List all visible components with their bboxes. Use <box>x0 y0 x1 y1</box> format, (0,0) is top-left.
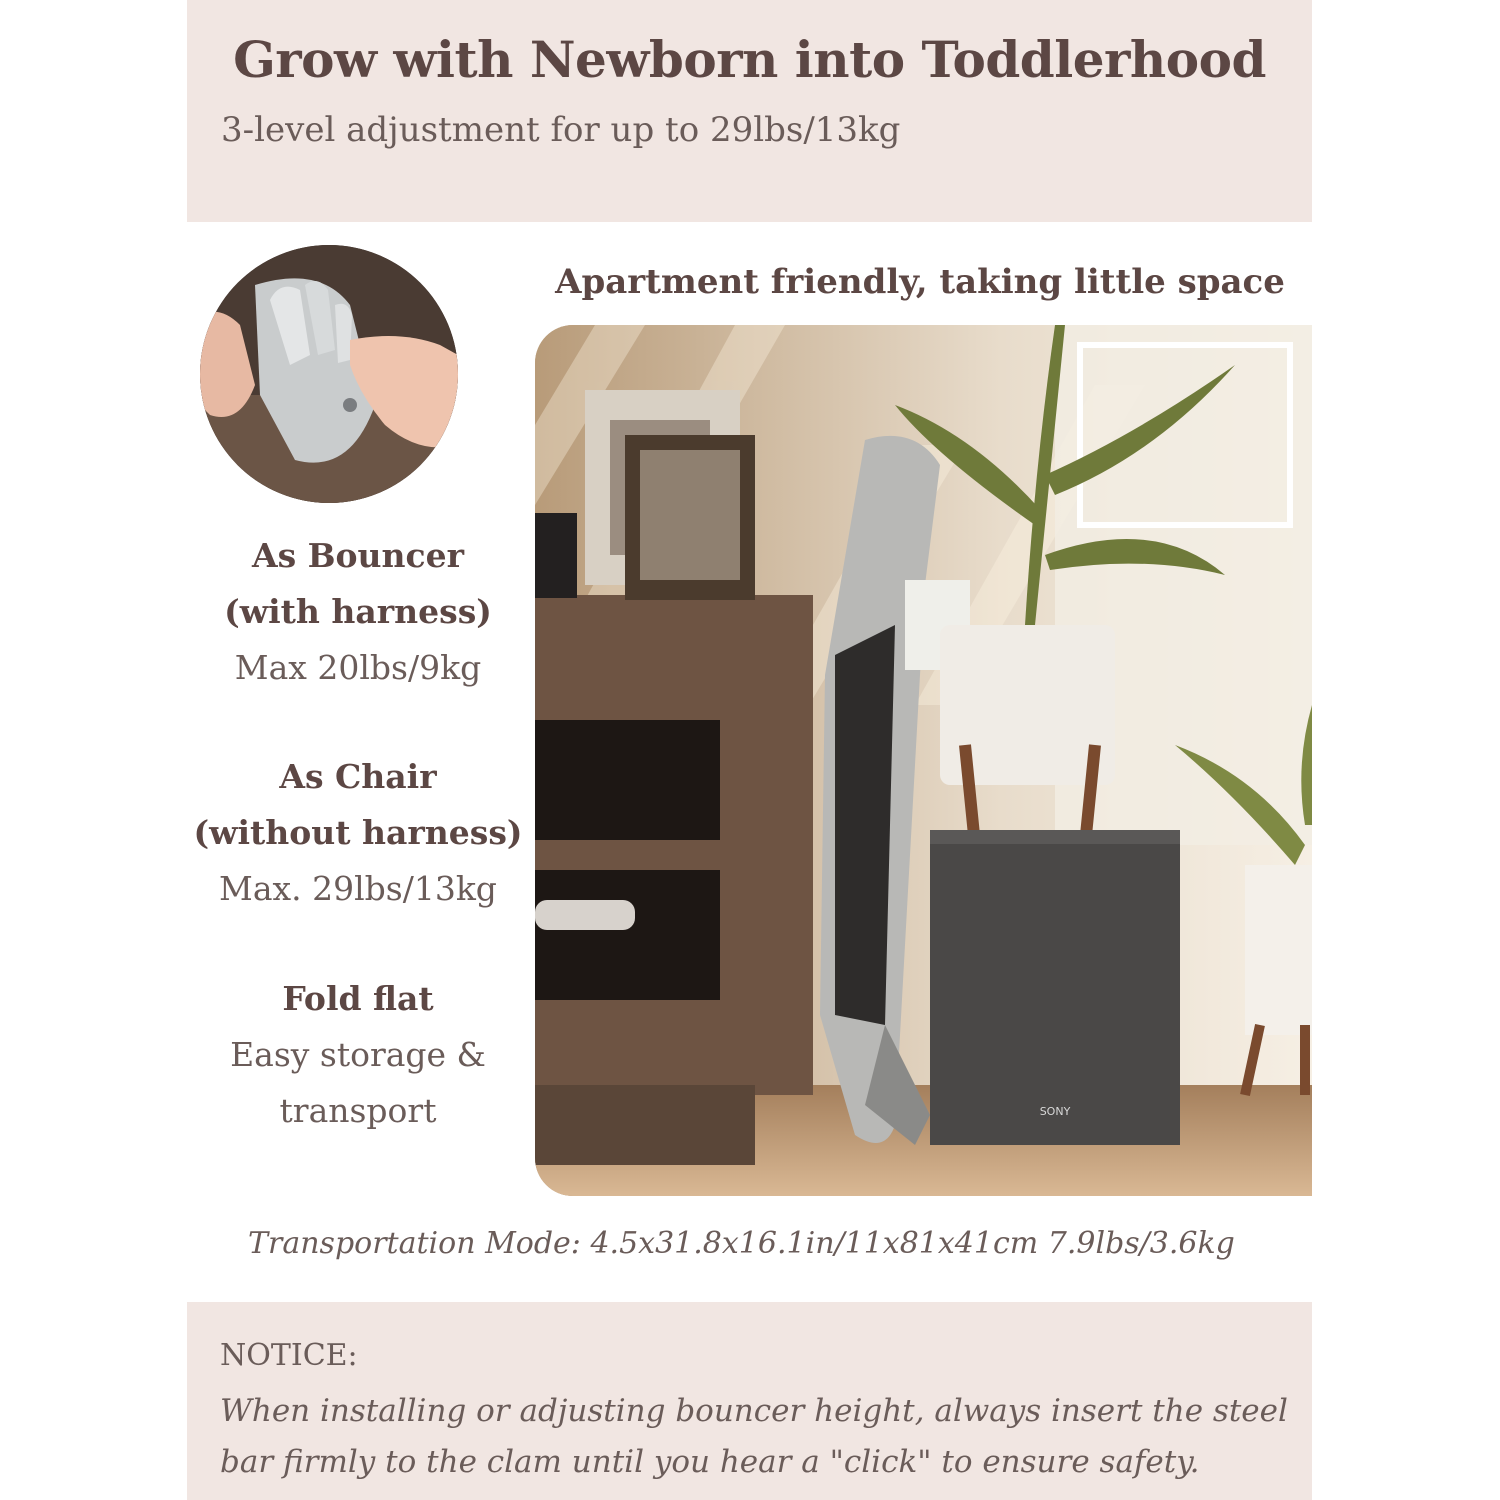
feature-chair <box>178 749 538 917</box>
notice-banner <box>187 1302 1312 1500</box>
header-banner <box>187 0 1312 222</box>
notice-body: When installing or adjusting bouncer height, always insert the steel bar firmly to the clam until you hear a "click" to ensure safety. <box>220 1393 1288 1480</box>
feature-bouncer <box>178 528 538 696</box>
feature-fold-detail-line1: Easy storage & <box>230 1035 486 1074</box>
speaker-brand-label: SONY <box>1039 1105 1071 1118</box>
feature-chair-title-note: (without harness) <box>193 813 523 852</box>
notice-heading: NOTICE: <box>220 1338 358 1373</box>
feature-chair-title: As Chair <box>279 757 437 796</box>
photo-caption: Apartment friendly, taking little space <box>555 262 1285 302</box>
transportation-spec: Transportation Mode: 4.5x31.8x16.1in/11x81x41cm 7.9lbs/3.6kg <box>248 1226 1235 1261</box>
feature-fold <box>178 971 538 1139</box>
feature-chair-max-weight: Max. 29lbs/13kg <box>219 869 497 908</box>
page-subtitle: 3-level adjustment for up to 29lbs/13kg <box>221 110 901 150</box>
adjustment-closeup-image <box>200 245 458 503</box>
feature-fold-title: Fold flat <box>282 979 434 1018</box>
feature-bouncer-title-note: (with harness) <box>224 592 492 631</box>
feature-bouncer-max-weight: Max 20lbs/9kg <box>234 648 482 687</box>
feature-bouncer-title: As Bouncer <box>251 536 465 575</box>
page-title: Grow with Newborn into Toddlerhood <box>233 30 1266 89</box>
apartment-lifestyle-photo <box>535 325 1312 1196</box>
feature-fold-detail-line2: transport <box>279 1091 437 1130</box>
